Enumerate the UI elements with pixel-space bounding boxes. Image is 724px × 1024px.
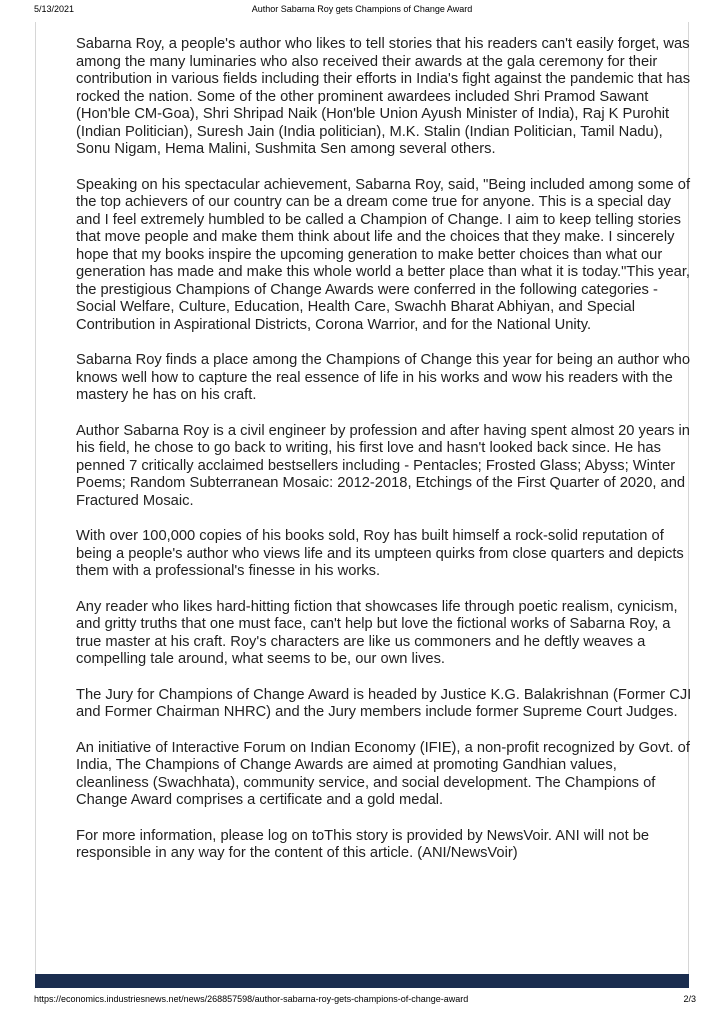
- article-paragraph-3: Sabarna Roy finds a place among the Champions of Change this year for being an author who knows well how to capture the real essence of life in his works and wow his readers with the mastery he has on his craft.: [76, 352, 690, 403]
- article-frame: [35, 22, 692, 976]
- article-paragraph-1: Sabarna Roy, a people's author who likes to tell stories that his readers can't easily forget, was among the many luminaries who also received their awards at the gala ceremony for their contribution in various fields including their efforts in India's fight against the pandemic that has rocked the nation. Some of the other prominent awardees included Shri Pramod Sawant (Hon'ble CM-Goa), Shri Shripad Naik (Hon'ble Union Ayush Minister of India), Raj K Purohit (Indian Politician), Suresh Jain (India politician), M.K. Stalin (Indian Politician, Tamil Nadu), Sonu Nigam, Hema Malini, Sushmita Sen among several others.: [76, 36, 691, 157]
- print-date: 5/13/2021: [34, 4, 75, 14]
- article-paragraph-5: With over 100,000 copies of his books sold, Roy has built himself a rock-solid reputation of being a people's author who views life and its umpteen quirks from close quarters and depicts them with a professional's finesse in his works.: [76, 528, 684, 579]
- article-paragraph-4: Author Sabarna Roy is a civil engineer by profession and after having spent almost 20 years in his field, he chose to go back to writing, his first love and hasn't looked back since. He has penned 7 critically acclaimed bestsellers including - Pentacles; Frosted Glass; Abyss; Winter Poems; Random Subterranean Mosaic: 2012-2018, Etchings of the First Quarter of 2020, and Fractured Mosaic.: [76, 422, 690, 509]
- print-url: https://economics.industriesnews.net/news/268857598/author-sabarna-roy-gets-champions-of-change-award: [34, 994, 469, 1004]
- article-body: [76, 36, 692, 881]
- article-paragraph-6: Any reader who likes hard-hitting fiction that showcases life through poetic realism, cynicism, and gritty truths that one must face, can't help but love the fictional works of Sabarna Roy, a true master at his craft. Roy's characters are like us commoners and he deftly weaves a compelling tale around, what seems to be, our own lives.: [76, 598, 678, 667]
- print-header: [0, 4, 724, 18]
- print-page-title: Author Sabarna Roy gets Champions of Change Award: [251, 4, 473, 14]
- article-paragraph-7: The Jury for Champions of Change Award is headed by Justice K.G. Balakrishnan (Former CJI and Former Chairman NHRC) and the Jury members include former Supreme Court Judges.: [76, 686, 692, 720]
- print-page-number: 2/3: [683, 994, 696, 1004]
- article-paragraph-9: For more information, please log on toThis story is provided by NewsVoir. ANI will not be responsible in any way for the content of this article. (ANI/NewsVoir): [76, 827, 650, 861]
- print-footer: [0, 994, 724, 1008]
- article-paragraph-8: An initiative of Interactive Forum on Indian Economy (IFIE), a non-profit recognized by Govt. of India, The Champions of Change Awards are aimed at promoting Gandhian values, cleanliness (Swachhata), community service, and social development. The Champions of Change Award comprises a certificate and a gold medal.: [76, 739, 690, 808]
- site-footer-bar: [35, 974, 689, 988]
- article-paragraph-2: Speaking on his spectacular achievement, Sabarna Roy, said, "Being included among some of the top achievers of our country can be a dream come true for anyone. This is a special day and I feel extremely humbled to be called a Champion of Change. I aim to keep telling stories that move people and make them think about life and the choices that they make. I sincerely hope that my books inspire the upcoming generation to make better choices than what our generation has made and make this whole world a better place than what it is today."This year, the prestigious Champions of Change Awards were conferred in the following categories - Social Welfare, Culture, Education, Health Care, Swachh Bharat Abhiyan, and Special Contribution in Aspirational Districts, Corona Warrior, and for the National Unity.: [76, 176, 691, 333]
